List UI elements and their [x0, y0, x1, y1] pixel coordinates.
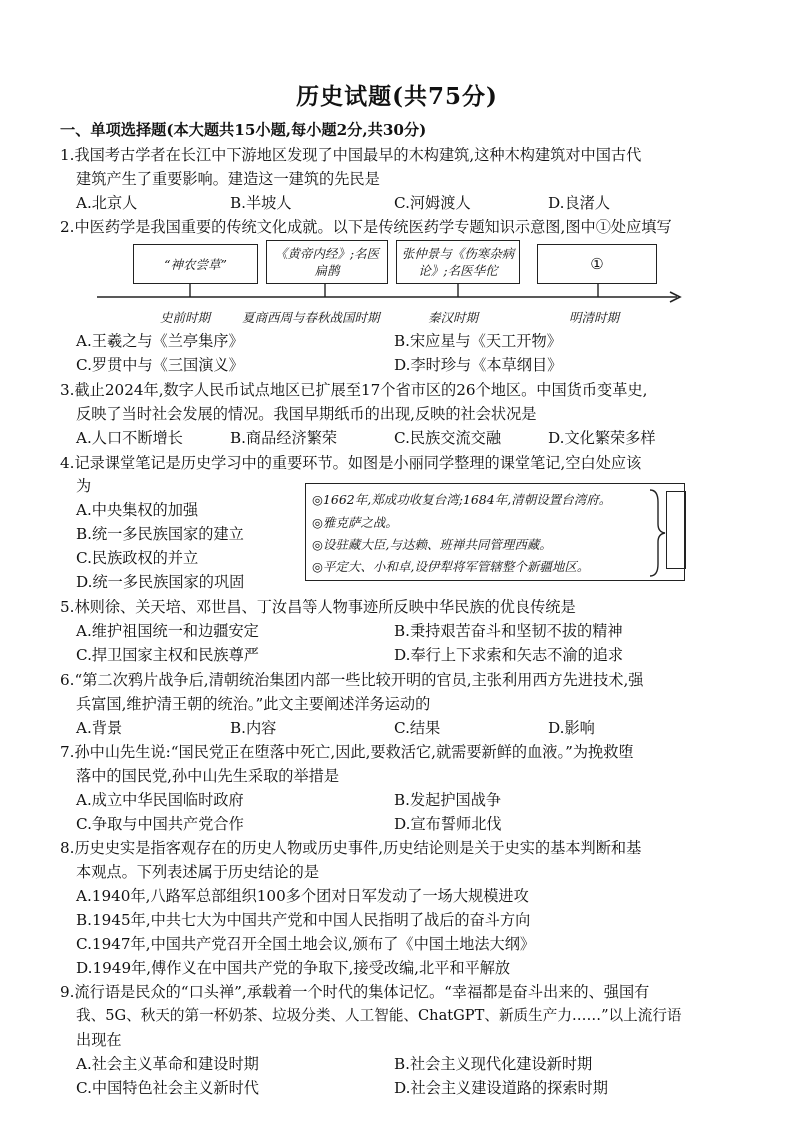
q7-stem-line2: 落中的国民党,孙中山先生采取的举措是	[76, 767, 340, 785]
period-label-xia-zhou: 夏商西周与春秋战国时期	[242, 310, 380, 325]
period-label-ming-qing: 明清时期	[569, 310, 620, 325]
period-label-prehistoric: 史前时期	[160, 310, 211, 325]
note-line-2: ◎雅克萨之战。	[312, 515, 398, 530]
q7-option-a[interactable]: A.成立中华民国临时政府	[76, 791, 244, 809]
blank-answer-box	[666, 491, 686, 569]
q7-option-b[interactable]: B.发起护国战争	[394, 791, 502, 809]
q7-stem-line1: 7.孙中山先生说:“国民党正在堕落中死亡,因此,要救活它,就需要新鲜的血液。”为挽救堕	[60, 743, 634, 761]
period-label-qin-han: 秦汉时期	[428, 310, 479, 325]
q6-option-a[interactable]: A.背景	[76, 719, 123, 737]
q4-option-c[interactable]: C.民族政权的并立	[76, 549, 199, 567]
q9-option-d[interactable]: D.社会主义建设道路的探索时期	[394, 1079, 608, 1097]
q2-stem: 2.中医药学是我国重要的传统文化成就。以下是传统医药学专题知识示意图,图中①处应填写	[60, 218, 672, 236]
q3-option-c[interactable]: C.民族交流交融	[394, 429, 502, 447]
q4-option-a[interactable]: A.中央集权的加强	[76, 501, 199, 519]
page-title: 历史试题(共75分)	[296, 83, 498, 110]
note-line-1: ◎1662年,郑成功收复台湾;1684年,清朝设置台湾府。	[312, 492, 612, 507]
q1-stem-line1: 1.我国考古学者在长江中下游地区发现了中国最早的木构建筑,这种木构建筑对中国古代	[60, 146, 642, 164]
q1-option-d[interactable]: D.良渚人	[548, 194, 611, 212]
q5-option-a[interactable]: A.维护祖国统一和边疆安定	[76, 622, 259, 640]
q8-option-d[interactable]: D.1949年,傅作义在中国共产党的争取下,接受改编,北平和平解放	[76, 959, 511, 977]
q9-options-row1	[76, 1052, 736, 1076]
q1-stem-line2: 建筑产生了重要影响。建造这一建筑的先民是	[76, 170, 380, 188]
q4-option-b[interactable]: B.统一多民族国家的建立	[76, 525, 244, 543]
q5-option-b[interactable]: B.秉持艰苦奋斗和坚韧不拔的精神	[394, 622, 623, 640]
q3-options	[76, 426, 736, 450]
q6-stem-line2: 兵富国,维护清王朝的统治。”此文主要阐述洋务运动的	[76, 695, 431, 713]
q5-options-row1	[76, 619, 736, 643]
q5-options-row2	[76, 643, 736, 667]
q4-class-notes-box	[305, 483, 685, 581]
q5-option-d[interactable]: D.奉行上下求索和矢志不渝的追求	[394, 646, 624, 664]
q6-option-b[interactable]: B.内容	[230, 719, 277, 737]
q9-stem-line3: 出现在	[76, 1031, 122, 1049]
brace-icon	[646, 488, 668, 578]
q9-options-row2	[76, 1076, 736, 1100]
q8-stem-line1: 8.历史史实是指客观存在的历史人物或历史事件,历史结论则是关于史实的基本判断和基	[60, 839, 642, 857]
q3-option-a[interactable]: A.人口不断增长	[76, 429, 183, 447]
q9-option-c[interactable]: C.中国特色社会主义新时代	[76, 1079, 259, 1097]
note-line-4: ◎平定大、小和卓,设伊犁将军管辖整个新疆地区。	[312, 559, 590, 574]
q3-option-d[interactable]: D.文化繁荣多样	[548, 429, 656, 447]
q4-option-d[interactable]: D.统一多民族国家的巩固	[76, 573, 245, 591]
timeline-box-xia-zhou: 《黄帝内经》;名医扁鹊	[266, 240, 388, 284]
q1-option-b[interactable]: B.半坡人	[230, 194, 292, 212]
q3-stem-line2: 反映了当时社会发展的情况。我国早期纸币的出现,反映的社会状况是	[76, 405, 537, 423]
q7-option-d[interactable]: D.宣布誓师北伐	[394, 815, 502, 833]
q2-options-row1	[76, 329, 736, 353]
q6-options	[76, 716, 736, 740]
q8-option-a[interactable]: A.1940年,八路军总部组织100多个团对日军发动了一场大规模进攻	[76, 887, 529, 905]
q1-option-a[interactable]: A.北京人	[76, 194, 138, 212]
q6-option-d[interactable]: D.影响	[548, 719, 595, 737]
q2-option-a[interactable]: A.王羲之与《兰亭集序》	[76, 332, 244, 350]
q2-option-d[interactable]: D.李时珍与《本草纲目》	[394, 356, 563, 374]
q7-options-row1	[76, 788, 736, 812]
timeline-box-qin-han: 张仲景与《伤寒杂病论》;名医华佗	[396, 240, 520, 284]
q3-stem-line1: 3.截止2024年,数字人民币试点地区已扩展至17个省市区的26个地区。中国货币变革史,	[60, 381, 648, 399]
q9-stem-line1: 9.流行语是民众的“口头禅”,承载着一个时代的集体记忆。“幸福都是奋斗出来的、强国有	[60, 983, 650, 1001]
timeline-axis	[0, 0, 794, 330]
q6-stem-line1: 6.“第二次鸦片战争后,清朝统治集团内部一些比较开明的官员,主张利用西方先进技术,强	[60, 671, 644, 689]
q8-option-b[interactable]: B.1945年,中共七大为中国共产党和中国人民指明了战后的奋斗方向	[76, 911, 531, 929]
timeline-box-prehistoric: “神农尝草”	[133, 244, 258, 284]
q6-option-c[interactable]: C.结果	[394, 719, 441, 737]
q4-stem-line2: 为	[76, 477, 92, 495]
section-heading: 一、单项选择题(本大题共15小题,每小题2分,共30分)	[60, 121, 427, 139]
q5-option-c[interactable]: C.捍卫国家主权和民族尊严	[76, 646, 259, 664]
q3-option-b[interactable]: B.商品经济繁荣	[230, 429, 338, 447]
q1-option-c[interactable]: C.河姆渡人	[394, 194, 471, 212]
q5-stem: 5.林则徐、关天培、邓世昌、丁汝昌等人物事迹所反映中华民族的优良传统是	[60, 598, 576, 616]
q9-option-a[interactable]: A.社会主义革命和建设时期	[76, 1055, 259, 1073]
q2-option-b[interactable]: B.宋应星与《天工开物》	[394, 332, 562, 350]
q4-stem-line1: 4.记录课堂笔记是历史学习中的重要环节。如图是小丽同学整理的课堂笔记,空白处应该	[60, 454, 642, 472]
q2-option-c[interactable]: C.罗贯中与《三国演义》	[76, 356, 244, 374]
timeline-box-blank: ①	[537, 244, 657, 284]
q8-option-c[interactable]: C.1947年,中国共产党召开全国土地会议,颁布了《中国土地法大纲》	[76, 935, 536, 953]
q7-option-c[interactable]: C.争取与中国共产党合作	[76, 815, 244, 833]
q9-stem-line2: 我、5G、秋天的第一杯奶茶、垃圾分类、人工智能、ChatGPT、新质生产力……”以上流行语	[76, 1007, 682, 1024]
q7-options-row2	[76, 812, 736, 836]
q2-options-row2	[76, 353, 736, 377]
q8-stem-line2: 本观点。下列表述属于历史结论的是	[76, 863, 319, 881]
note-line-3: ◎设驻藏大臣,与达赖、班禅共同管理西藏。	[312, 537, 552, 552]
q9-option-b[interactable]: B.社会主义现代化建设新时期	[394, 1055, 593, 1073]
